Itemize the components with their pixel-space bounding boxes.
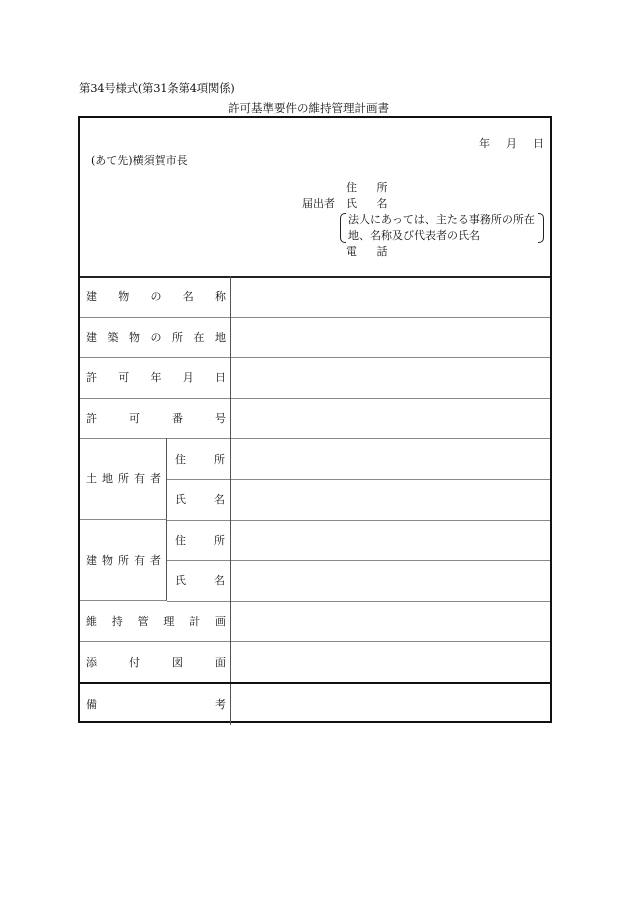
- row-value-field[interactable]: [231, 276, 550, 317]
- row-value-field[interactable]: [231, 684, 550, 725]
- row-value-field[interactable]: [231, 438, 550, 479]
- row-label-text: 許 可 番 号: [86, 412, 226, 426]
- table-row: [167, 479, 550, 521]
- table-row: [80, 398, 550, 440]
- applicant-name-label[interactable]: 氏 名: [346, 197, 396, 210]
- date-line: [463, 135, 544, 151]
- form-number: 第34号様式(第31条第4項関係): [79, 81, 235, 95]
- row-label: [80, 641, 231, 682]
- applicant-phone-label[interactable]: 電 話: [346, 245, 396, 258]
- table-row: [80, 641, 550, 683]
- row-value-field[interactable]: [231, 601, 550, 642]
- table-row: [80, 682, 550, 725]
- row-value-field[interactable]: [231, 641, 550, 682]
- row-label-text: 許 可 年 月 日: [86, 371, 226, 385]
- table-row: [167, 438, 550, 480]
- details-table: [80, 276, 550, 721]
- applicant-address-label[interactable]: 住 所: [346, 181, 396, 194]
- date-month[interactable]: 月: [506, 137, 517, 150]
- row-label: [80, 398, 231, 439]
- row-label: [80, 276, 231, 317]
- form-sheet: [78, 116, 552, 723]
- row-label-text: 建 築 物 の 所 在 地: [86, 330, 226, 344]
- sub-label: 氏 名: [167, 479, 231, 520]
- corporation-note: 法人にあっては、主たる事務所の所在地、名称及び代表者の氏名: [340, 212, 544, 244]
- table-row: [80, 276, 550, 318]
- row-value-field[interactable]: [231, 479, 550, 520]
- applicant-role: 届出者: [302, 197, 335, 210]
- row-value-field[interactable]: [231, 520, 550, 561]
- sub-label: 住 所: [167, 438, 231, 479]
- row-value-field[interactable]: [231, 357, 550, 398]
- row-label: [80, 317, 231, 358]
- sub-label: 氏 名: [167, 560, 231, 601]
- table-row: [80, 357, 550, 399]
- table-row: [167, 560, 550, 602]
- sub-label: 住 所: [167, 520, 231, 561]
- table-row: [80, 317, 550, 359]
- group-label: 建物所有者: [80, 520, 167, 601]
- row-value-field[interactable]: [231, 398, 550, 439]
- row-label-text: 建 物 の 名 称: [86, 290, 226, 304]
- row-label-text: 維 持 管 理 計 画: [86, 615, 226, 629]
- table-row: [80, 601, 550, 643]
- table-row: [167, 520, 550, 562]
- row-label-text: 備 考: [86, 698, 226, 712]
- addressee: (あて先)横須賀市長: [91, 154, 188, 167]
- row-label: [80, 357, 231, 398]
- date-day[interactable]: 日: [533, 137, 544, 150]
- row-label: [80, 684, 231, 725]
- notice-block: [80, 118, 550, 278]
- row-label-text: 添 付 図 面: [86, 655, 226, 669]
- row-value-field[interactable]: [231, 317, 550, 358]
- date-year[interactable]: 年: [479, 137, 490, 150]
- group-label: 土地所有者: [80, 438, 167, 519]
- row-label: [80, 601, 231, 642]
- document-title: 許可基準要件の維持管理計画書: [228, 101, 389, 115]
- row-value-field[interactable]: [231, 560, 550, 601]
